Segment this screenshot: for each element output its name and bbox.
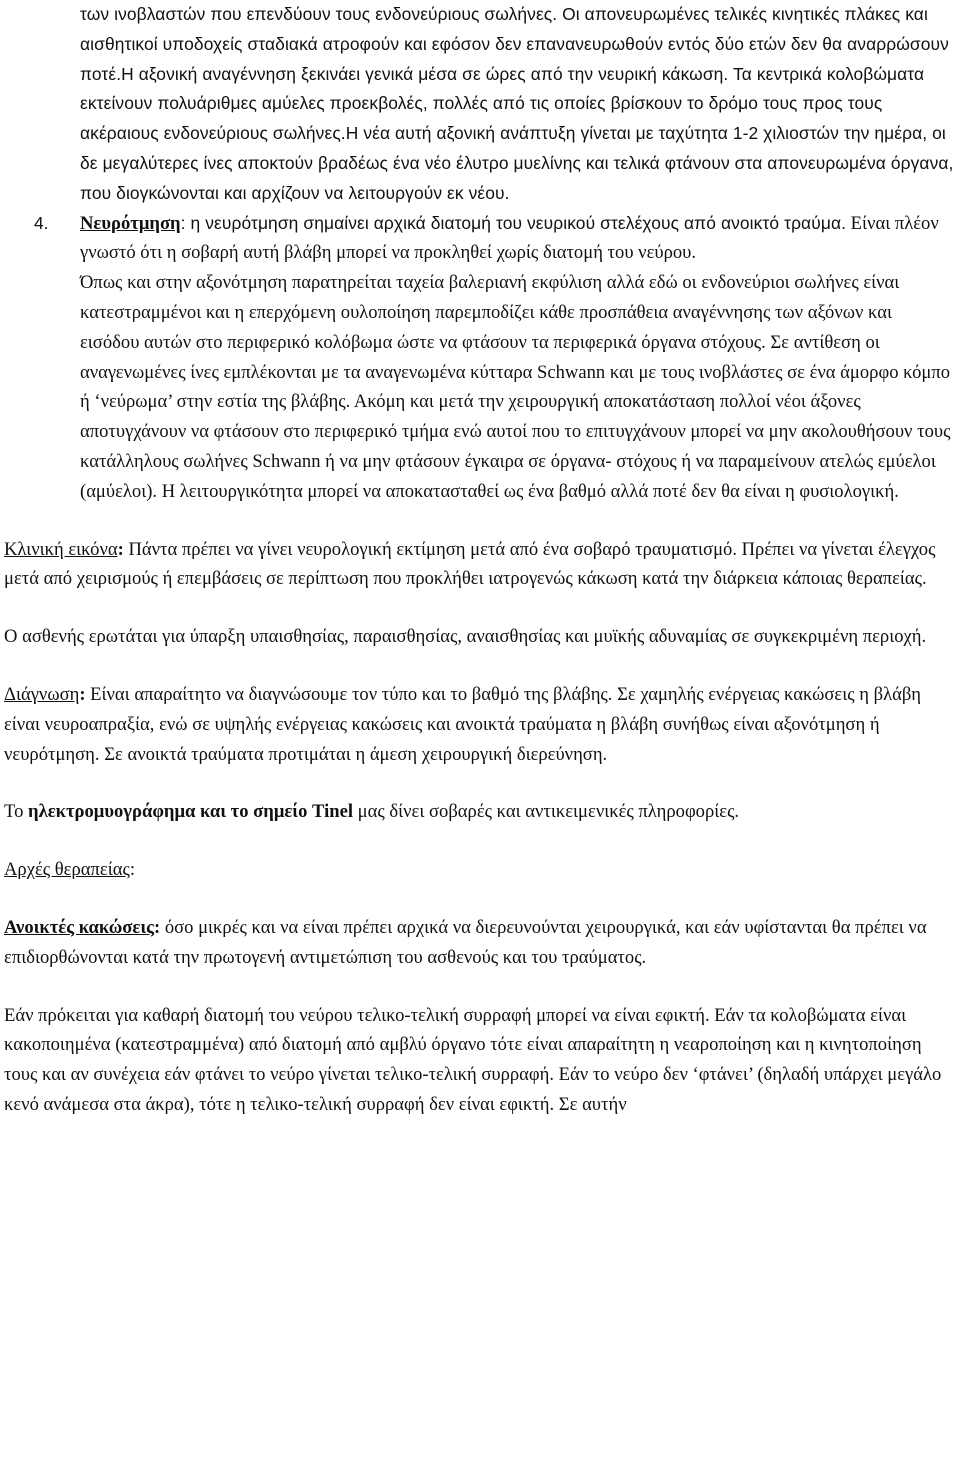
patient-paragraph: Ο ασθενής ερωτάται για ύπαρξη υπαισθησίας, παραισθησίας, αναισθησίας και μυϊκής αδυναμίας σε συγκεκριμένη περιοχή. [4, 626, 927, 648]
clinical-text: Πάντα πρέπει να γίνει νευρολογική εκτίμηση μετά από ένα σοβαρό τραυματισμό. Πρέπει να γίνεται έλεγχος μετά από χειρισμούς ή επεμβάσεις σε περίπτωση που προκλήθει ιατρογενώς κάκωση κατά την διάρκεια κάποιας θεραπείας. [4, 538, 936, 590]
open-injuries-colon: : [153, 916, 161, 938]
diagnosis-colon: : [79, 683, 86, 705]
principles-colon: : [129, 859, 135, 881]
diagnosis-paragraph [4, 680, 954, 769]
open-injuries-text: όσο μικρές και να είναι πρέπει αρχικά να διερευνούνται χειρουργικά, και εάν υφίστανται θα πρέπει να επιδιορθώνονται κατά την πρωτογενή αντιμετώπιση του ασθενούς και του τραύματος. [4, 916, 927, 968]
emg-suffix: μας δίνει σοβαρές και αντικειμενικές πληροφορίες. [353, 801, 740, 823]
neurotmesis-term: Νευρότμηση [80, 212, 181, 234]
clinical-paragraph [4, 535, 954, 595]
diagnosis-label: Διάγνωση [4, 683, 80, 705]
list-number: 4. [34, 212, 49, 233]
clinical-label: Κλινική εικόνα [4, 538, 118, 560]
clinical-colon: : [117, 538, 124, 560]
emg-paragraph [4, 797, 954, 827]
emg-bold: ηλεκτρομυογράφημα και το σημείο Tinel [28, 801, 354, 823]
diagnosis-text: Είναι απαραίτητο να διαγνώσουμε τον τύπο και το βαθμό της βλάβης. Σε χαμηλής ενέργειας κακώσεις η βλάβη είναι νευροαπραξία, ενώ σε υψηλής ενέργειας κακώσεις και ανοικτά τραύματα η βλάβη συνήθως είναι αξονότμηση ή νευρότμηση. Σε ανοικτά τραύματα προτιμάται η άμεση χειρουργική διερεύνηση. [4, 683, 922, 765]
principles-label: Αρχές θεραπείας [4, 859, 130, 881]
open-injuries-label: Ανοικτές κακώσεις [4, 916, 154, 938]
principles-heading [4, 855, 954, 885]
clean-cut-paragraph: Εάν πρόκειται για καθαρή διατομή του νεύρου τελικο-τελική συρραφή μπορεί να είναι εφικτή. Εάν τα κολοβώματα είναι κακοποιημένα (κατεστραμμένα) από διατομή από αμβλύ όργανο τότε είναι απαραίτητη η νεαροποίηση και η κινητοποίηση τους και αν συνέχεια εάν φτάνει το νεύρο γίνεται τελικο-τελική συρραφή. Εάν το νεύρο δεν ‘φτάνει’ (δηλαδή υπάρχει μεγάλο κενό ανάμεσα στα άκρα), τότε η τελικο-τελική συρραφή δεν είναι εφικτή. Σε αυτήν [4, 1004, 942, 1115]
emg-prefix: Το [4, 801, 29, 823]
neurotmesis-serif-text: Είναι πλέον γνωστό ότι η σοβαρή αυτή βλάβη μπορεί να προκληθεί χωρίς διατομή του νεύρου. [80, 212, 939, 264]
axonal-regeneration-paragraph: των ινοβλαστών που επενδύουν τους ενδονεύριους σωλήνες. Οι απονευρωμένες τελικές κινητικές πλάκες και αισθητικοί υποδοχείς σταδιακά ατροφούν και εφόσον δεν επανανευρωθούν εντός δύο ετών δεν θα αναρρώσουν ποτέ.Η αξονική αναγέννηση ξεκινάει γενικά μέσα σε ώρες από την νευρική κάκωση. Τα κεντρικά κολοβώματα εκτείνουν πολυάριθμες αμύελες προεκβολές, πολλές από τις οποίες βρίσκουν το δρόμο τους προς τους ακέραιους ενδονεύριους σωλήνες.Η νέα αυτή αξονική ανάπτυξη γίνεται με ταχύτητα 1-2 χιλιοστών την ημέρα, οι δε μεγαλύτερες ίνες αποκτούν βραδέως ένα νέο έλυτρο μυελίνης και τελικά φτάνουν στα απονευρωμένα όργανα, που διογκώνονται και αρχίζουν να λειτουργούν εκ νέου. [80, 4, 954, 203]
neurotmesis-paragraph: Όπως και στην αξονότμηση παρατηρείται ταχεία βαλεριανή εκφύλιση αλλά εδώ οι ενδονεύριοι σωλήνες είναι κατεστραμμένοι και η επερχόμενη ουλοποίηση παρεμποδίζει κάθε προσπάθεια αναγέννησης των αξόνων και εισόδου αυτών στο περιφερικό κολόβωμα ώστε να φτάσουν τα περιφερικά όργανα στόχους. Σε αντίθεση οι αναγενωμένες ίνες εμπλέκονται με τα αναγενωμένα κύτταρα Schwann και με τους ινοβλάστες σε ένα άμορφο κόμπο ή ‘νεύρωμα’ στην εστία της βλάβης. Ακόμη και μετά την χειρουργική αποκατάσταση πολλοί νέοι άξονες αποτυγχάνουν να φτάσουν στο περιφερικό τμήμα ενώ αυτοί που το επιτυγχάνουν μπορεί να μην ακολουθήσουν τους κατάλληλους σωλήνες Schwann ή να μην φτάσουν έγκαιρα σε όργανα- στόχους ή να παραμείνουν ατελώς εμύελοι (αμύελοι). Η λειτουργικότητα μπορεί να αποκατασταθεί ως ένα βαθμό αλλά ποτέ δεν θα είναι η φυσιολογική. [80, 272, 951, 502]
neurotmesis-definition [80, 209, 956, 269]
neurotmesis-sans-text: : η νευρότμηση σημαίνει αρχικά διατομή του νευρικού στελέχους από ανοικτό τραύμα. [180, 212, 847, 233]
list-item-neurotmesis [34, 209, 956, 507]
open-injuries-paragraph [4, 913, 954, 973]
